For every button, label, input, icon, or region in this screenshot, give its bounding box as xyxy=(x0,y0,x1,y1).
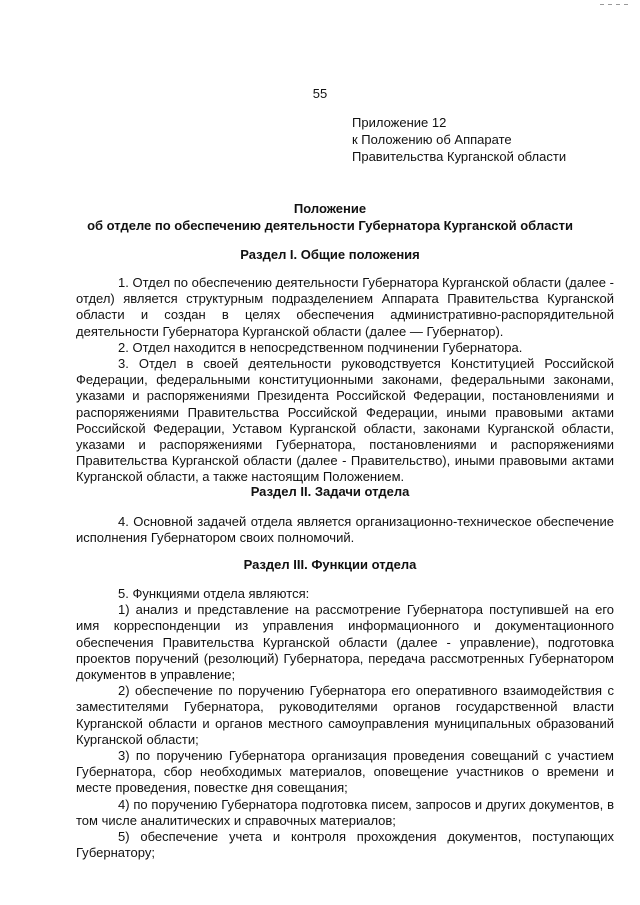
paragraph: 4) по поручению Губернатора подготовка писем, запросов и других документов, в том числе аналитических и справочных материалов; xyxy=(76,796,614,828)
section-3-heading: Раздел III. Функции отдела xyxy=(243,557,417,572)
title-line-2: об отделе по обеспечению деятельности Губернатора Курганской области xyxy=(87,218,573,233)
section-3-body xyxy=(76,586,614,861)
document-title xyxy=(60,200,600,234)
appendix-line-3: Правительства Курганской области xyxy=(352,149,567,164)
paragraph: 5) обеспечение учета и контроля прохождения документов, поступающих Губернатору; xyxy=(76,829,614,861)
paragraph: 2. Отдел находится в непосредственном подчинении Губернатора. xyxy=(118,339,523,355)
section-1-heading: Раздел I. Общие положения xyxy=(240,247,420,262)
page-number: 55 xyxy=(312,86,328,101)
section-1-body xyxy=(76,275,614,486)
paragraph: 3) по поручению Губернатора организация проведения совещаний с участием Губернатора, сбор необходимых материалов, оповещение участников о времени и месте проведения, повестке дня совещания; xyxy=(76,748,614,796)
paragraph: 1) анализ и представление на рассмотрение Губернатора поступившей на его имя корреспонденции из управления информационного и документационного обеспечения Правительства Курганской области (далее - управление), подготовка проектов поручений (резолюций) Губернатора, передача рассмотренных Губернатором документов в управление; xyxy=(76,602,614,683)
paragraph: 4. Основной задачей отдела является организационно-техническое обеспечение исполнения Губернатором своих полномочий. xyxy=(76,514,614,546)
section-2-body xyxy=(76,514,614,546)
paragraph: 2) обеспечение по поручению Губернатора его оперативного взаимодействия с заместителями Губернатора, руководителями органов государственной власти Курганской области и органов местного самоуправления муниципальных образований Курганской области; xyxy=(76,683,614,747)
section-2-heading: Раздел II. Задачи отдела xyxy=(250,484,410,499)
appendix-block xyxy=(352,114,566,165)
paragraph: 1. Отдел по обеспечению деятельности Губернатора Курганской области (далее - отдел) является структурным подразделением Аппарата Правительства Курганской области и создан в целях обеспечения административно-распорядительной деятельности Губернатора Курганской области (далее — Губернатор). xyxy=(76,275,614,339)
scan-artifact xyxy=(600,4,634,6)
title-line-1: Положение xyxy=(293,201,367,216)
appendix-line-1: Приложение 12 xyxy=(352,115,447,130)
appendix-line-2: к Положению об Аппарате xyxy=(352,132,512,147)
paragraph: 3. Отдел в своей деятельности руководствуется Конституцией Российской Федерации, федеральными конституционными законами, федеральными законами, указами и распоряжениями Президента Российской Федерации, постановлениями и распоряжениями Правительства Российской Федерации, иными правовыми актами Российской Федерации, Уставом Курганской области, законами Курганской области, указами и распоряжениями Губернатора, постановлениями и распоряжениями Правительства Курганской области (далее - Правительство), иными правовыми актами Курганской области, а также настоящим Положением. xyxy=(76,356,614,485)
paragraph: 5. Функциями отдела являются: xyxy=(118,586,310,601)
